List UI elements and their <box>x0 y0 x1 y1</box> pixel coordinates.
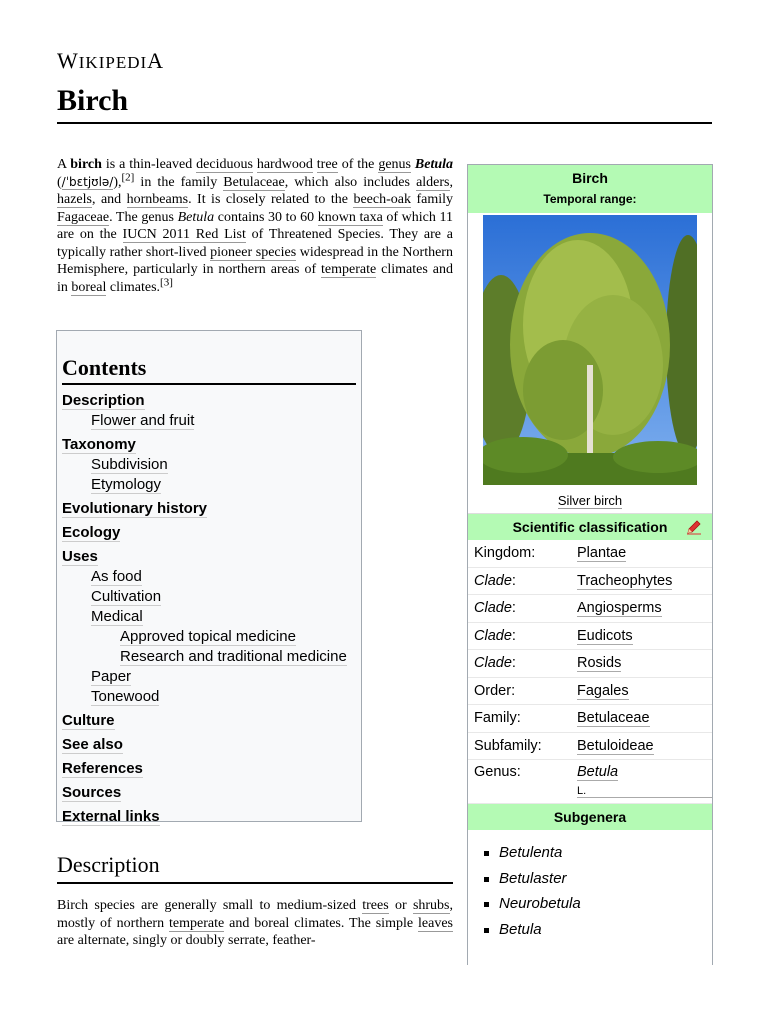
toc-item[interactable] <box>62 608 356 625</box>
toc-item-label[interactable]: Research and traditional medicine <box>120 648 347 665</box>
taxonomy-row <box>468 650 712 678</box>
toc-item[interactable] <box>62 668 356 685</box>
taxonomy-row <box>468 595 712 623</box>
taxonomy-name-link[interactable]: Tracheophytes <box>577 572 673 589</box>
taxonomy-name-link[interactable]: Eudicots <box>577 627 633 644</box>
taxonomy-rank[interactable]: Clade: <box>474 627 516 644</box>
ref-2[interactable]: [2] <box>121 170 135 183</box>
scientific-classification-header <box>468 514 712 540</box>
taxonomy-name-link[interactable]: Rosids <box>577 655 622 672</box>
toc-title: Contents <box>62 355 356 385</box>
toc-item[interactable] <box>62 500 356 517</box>
taxonomy-name-link[interactable]: Fagales <box>577 682 629 699</box>
ref-3[interactable]: [3] <box>160 275 173 288</box>
taxonomy-rank[interactable]: Clade: <box>474 655 516 672</box>
toc-list <box>62 392 356 825</box>
link-trees[interactable]: trees <box>362 898 389 913</box>
infobox <box>467 164 713 965</box>
link-hazels[interactable]: hazels <box>57 192 92 207</box>
toc-item[interactable] <box>62 548 356 565</box>
taxonomy-row <box>468 540 712 568</box>
toc-item[interactable] <box>62 688 356 705</box>
subgenus-label: Betulaster <box>499 869 567 887</box>
caption-link-silver-birch[interactable]: Silver birch <box>557 493 623 508</box>
toc-item-label[interactable]: Medical <box>91 608 143 625</box>
page-title: Birch <box>57 84 712 124</box>
link-hardwood[interactable]: hardwood <box>256 157 313 172</box>
toc-item[interactable] <box>62 628 356 645</box>
toc-item-label[interactable]: Etymology <box>91 476 162 493</box>
toc-item[interactable] <box>62 392 356 409</box>
temporal-range-label[interactable]: Temporal range: <box>543 192 637 206</box>
link-tree[interactable]: tree <box>316 157 338 172</box>
toc-item[interactable] <box>62 568 356 585</box>
wikipedia-wordmark[interactable] <box>57 48 164 74</box>
wordmark-middle: IKIPEDI <box>78 53 148 72</box>
link-deciduous[interactable]: deciduous <box>196 157 253 172</box>
toc-item[interactable] <box>62 456 356 473</box>
subgenus-item <box>482 921 712 947</box>
subgenus-label: Neurobetula <box>499 895 581 912</box>
silver-birch-photo[interactable] <box>483 215 697 485</box>
description-paragraph: Birch species are generally small to medium-sized trees or shrubs, mostly of northern temperate and boreal climates. The simple leaves are alternate, singly or doubly serrate, feather- <box>57 898 453 948</box>
toc-item-label[interactable]: Paper <box>91 668 132 685</box>
toc-item[interactable] <box>62 412 356 429</box>
link-betulaceae[interactable]: Betulaceae <box>223 174 285 190</box>
pencil-icon[interactable] <box>686 519 702 535</box>
taxonomy-rank: Order: <box>474 682 516 699</box>
link-shrubs[interactable]: shrubs <box>412 898 450 913</box>
toc-item[interactable] <box>62 712 356 729</box>
toc-item-label[interactable]: Tonewood <box>91 688 160 705</box>
table-of-contents <box>56 330 362 825</box>
infobox-header <box>468 165 712 213</box>
subgenera-header: Subgenera <box>468 804 712 830</box>
toc-item-label[interactable]: Flower and fruit <box>91 412 195 429</box>
taxonomy-rank[interactable]: Clade: <box>474 600 516 617</box>
taxonomy-name-link[interactable]: Betulaceae <box>577 710 650 727</box>
genus-author-link[interactable]: L. <box>577 785 587 797</box>
toc-item[interactable] <box>62 524 356 541</box>
toc-item[interactable] <box>62 736 356 753</box>
taxonomy-row-genus <box>468 760 712 804</box>
taxonomy-rank: Family: <box>474 710 521 727</box>
infobox-title: Birch <box>572 170 608 186</box>
bullet-icon <box>484 851 489 856</box>
link-alders[interactable]: alders <box>416 174 450 190</box>
term-betula: Betula <box>414 157 454 172</box>
taxonomy-row <box>468 568 712 596</box>
link-hornbeams[interactable]: hornbeams <box>126 192 189 207</box>
toc-item[interactable] <box>62 760 356 777</box>
subgenus-label: Betulenta <box>499 844 563 861</box>
subgenus-item <box>482 895 712 921</box>
taxonomy-table <box>468 540 712 760</box>
link-leaves[interactable]: leaves <box>418 915 453 931</box>
toc-item-label[interactable]: Sources <box>62 784 122 801</box>
toc-item-label[interactable]: Evolutionary history <box>62 500 208 517</box>
toc-item[interactable] <box>62 784 356 801</box>
toc-item-label[interactable]: Ecology <box>62 524 121 541</box>
toc-item-label[interactable]: Description <box>62 392 145 409</box>
toc-item-label[interactable]: External links <box>62 808 160 825</box>
taxonomy-row <box>468 678 712 706</box>
toc-item-label[interactable]: See also <box>62 736 123 753</box>
bullet-icon <box>484 902 489 907</box>
rank-genus: Genus: <box>474 764 521 780</box>
link-beech-oak[interactable]: beech-oak <box>353 192 411 207</box>
link-iucn-red-list[interactable]: IUCN 2011 Red List <box>122 227 246 242</box>
bullet-icon <box>484 877 489 882</box>
bullet-icon <box>484 928 489 933</box>
taxonomy-name-link[interactable]: Plantae <box>577 545 627 562</box>
taxonomy-row <box>468 733 712 761</box>
toc-item[interactable] <box>62 588 356 605</box>
toc-item-label[interactable]: Taxonomy <box>62 436 136 453</box>
genus-name-link[interactable]: Betula <box>577 764 619 780</box>
taxonomy-rank[interactable]: Clade: <box>474 572 516 589</box>
intro-paragraph: A birch is a thin-leaved deciduous hardwood tree of the genus Betula (/ˈbɛtjʊlə/),[2] in the family Betulaceae, which also includes alders, hazels, and hornbeams. It is closely related to the beech-oak family Fagaceae. The genus Betula contains 30 to 60 known taxa of which 11 are on the IUCN 2011 Red List of Threatened Species. They are a typically rather short-lived pioneer species widespread in the Northern Hemisphere, particularly in northern areas of temperate climates and in boreal climates.[3] <box>57 157 454 295</box>
link-known-taxa[interactable]: known taxa <box>317 209 383 225</box>
toc-item-label[interactable]: Cultivation <box>91 588 162 605</box>
link-pioneer-species[interactable]: pioneer species <box>210 244 297 260</box>
link-genus[interactable]: genus <box>378 157 411 172</box>
wordmark-w: W <box>57 48 79 73</box>
toc-item[interactable] <box>62 476 356 493</box>
taxonomy-name-link[interactable]: Betuloideae <box>577 737 654 754</box>
toc-item-label[interactable]: Culture <box>62 712 115 729</box>
toc-item[interactable] <box>62 436 356 453</box>
taxonomy-name-link[interactable]: Angiosperms <box>577 600 662 617</box>
wordmark-a: A <box>147 48 165 73</box>
subgenus-item <box>482 870 712 896</box>
term-birch: birch <box>70 157 102 172</box>
link-temperate-desc[interactable]: temperate <box>169 915 225 931</box>
taxonomy-row <box>468 705 712 733</box>
link-boreal[interactable]: boreal <box>71 279 107 295</box>
taxonomy-rank: Kingdom: <box>474 545 536 562</box>
toc-item-label[interactable]: As food <box>91 568 142 585</box>
taxonomy-row <box>468 623 712 651</box>
toc-item[interactable] <box>62 648 356 665</box>
subgenera-list <box>468 844 712 946</box>
scientific-classification-title[interactable]: Scientific classification <box>512 519 668 535</box>
link-fagaceae[interactable]: Fagaceae <box>57 209 110 225</box>
taxonomy-rank: Subfamily: <box>474 737 542 754</box>
toc-item-label[interactable]: Approved topical medicine <box>120 628 296 645</box>
subgenus-item <box>482 844 712 870</box>
image-caption <box>468 493 712 514</box>
toc-item-label[interactable]: References <box>62 760 143 777</box>
ipa-pronunciation[interactable]: /ˈbɛtjʊlə/ <box>61 174 114 189</box>
section-heading-description: Description <box>57 852 453 884</box>
link-temperate[interactable]: temperate <box>321 262 377 277</box>
toc-item-label[interactable]: Uses <box>62 548 98 565</box>
subgenus-label: Betula <box>499 920 542 938</box>
toc-item[interactable] <box>62 808 356 825</box>
toc-item-label[interactable]: Subdivision <box>91 456 168 473</box>
